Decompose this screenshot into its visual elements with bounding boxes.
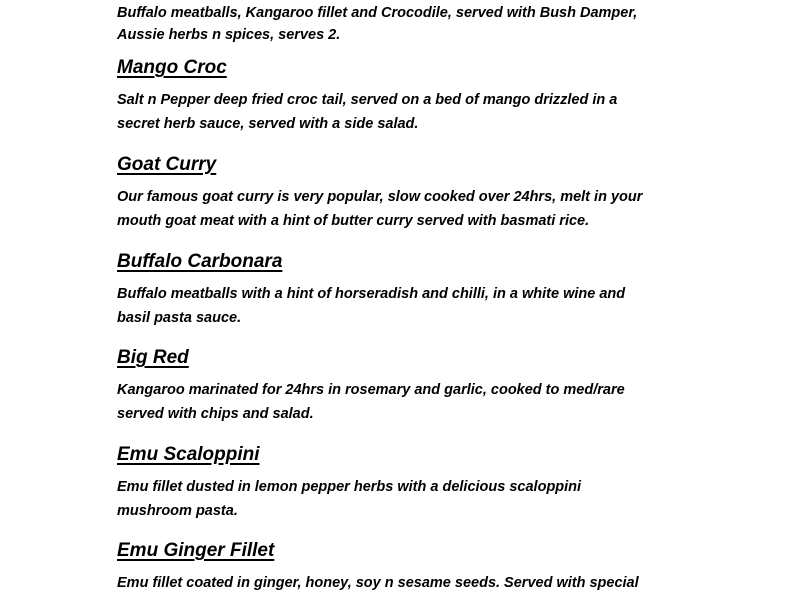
menu-item-emu-scaloppini [117,443,697,523]
menu-item-description [117,88,697,136]
intro-line: Buffalo meatballs, Kangaroo fillet and Crocodile, served with Bush Damper, [117,5,638,21]
description-line: Our famous goat curry is very popular, slow cooked over 24hrs, melt in your [117,189,643,205]
menu-item-goat-curry [117,153,697,233]
menu-item-title: Emu Scaloppini [117,444,260,465]
menu-item-title: Big Red [117,347,189,368]
menu-item-emu-ginger-fillet [117,539,697,595]
description-line: Emu fillet coated in ginger, honey, soy n sesame seeds. Served with special [117,575,639,591]
menu-item-description [117,185,697,233]
description-line: mushroom pasta. [117,503,238,519]
menu-item-title: Goat Curry [117,154,217,175]
menu-item-description [117,282,697,330]
description-line: Emu fillet dusted in lemon pepper herbs with a delicious scaloppini [117,479,582,495]
description-line: Buffalo meatballs with a hint of horseradish and chilli, in a white wine and [117,286,626,302]
menu-item-mango-croc [117,56,697,136]
description-line: Salt n Pepper deep fried croc tail, served on a bed of mango drizzled in a [117,92,618,108]
menu-item-title: Emu Ginger Fillet [117,540,275,561]
description-line: served with chips and salad. [117,406,314,422]
menu-item-title: Mango Croc [117,57,227,78]
menu-item-description [117,475,697,523]
description-line: secret herb sauce, served with a side salad. [117,116,419,132]
menu-item-buffalo-carbonara [117,250,697,330]
description-line: basil pasta sauce. [117,310,242,326]
menu-item-description [117,378,697,426]
description-line: mouth goat meat with a hint of butter curry served with basmati rice. [117,213,590,229]
menu-item-description [117,571,697,595]
menu-item-big-red [117,346,697,426]
description-line: Kangaroo marinated for 24hrs in rosemary and garlic, cooked to med/rare [117,382,625,398]
menu-item-title: Buffalo Carbonara [117,251,283,272]
intro-line: Aussie herbs n spices, serves 2. [117,27,341,43]
intro-description [117,2,697,46]
